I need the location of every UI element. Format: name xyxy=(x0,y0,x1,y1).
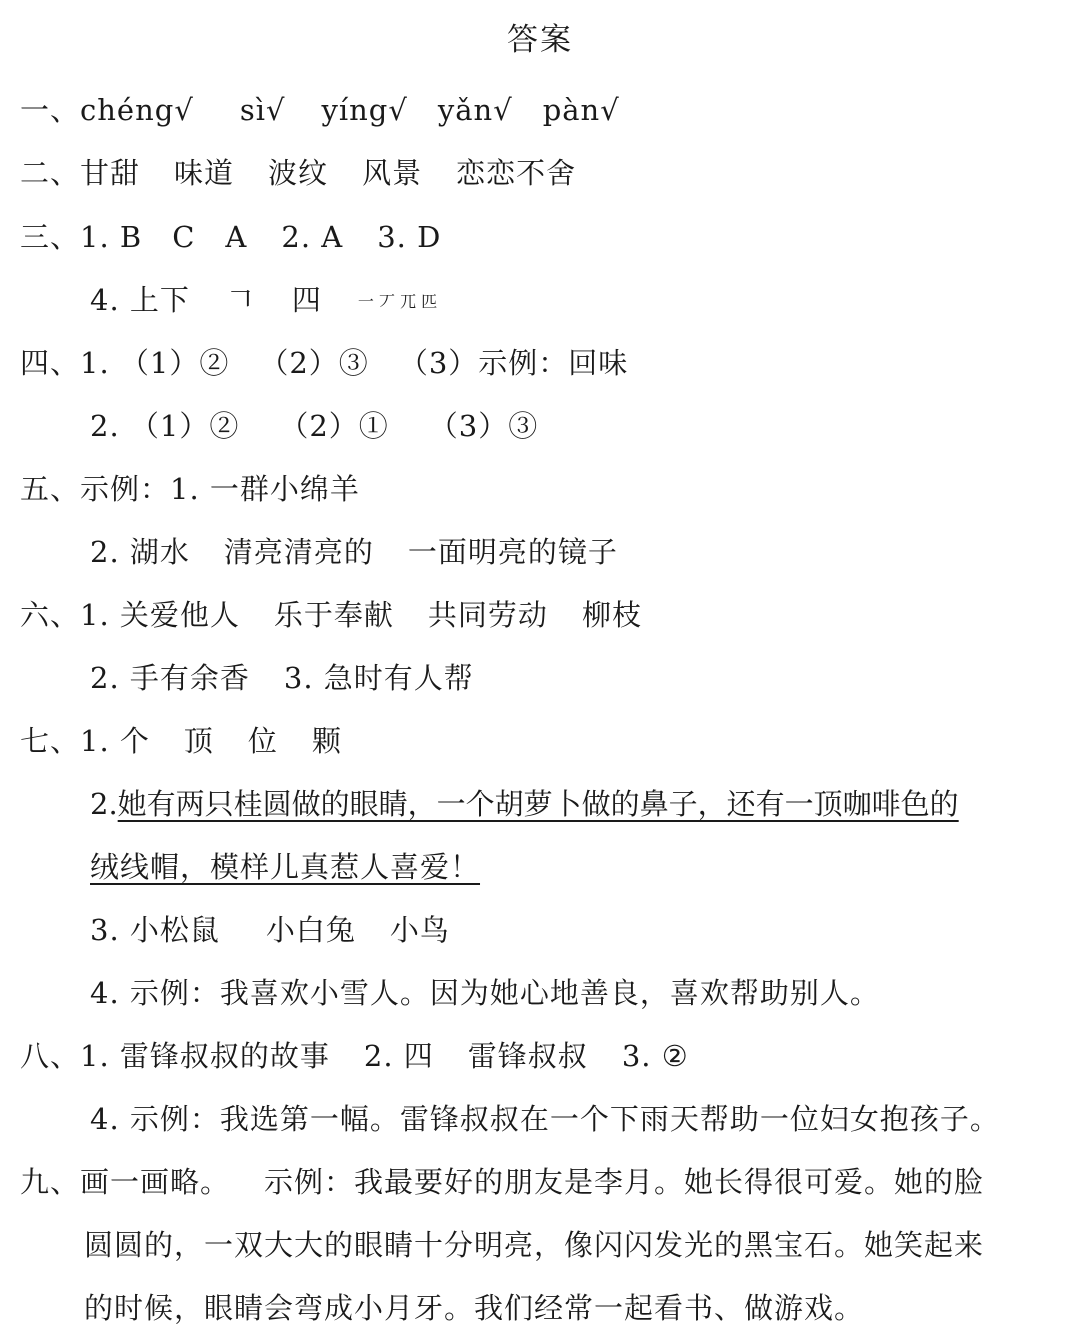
answer-item: yíng√ xyxy=(321,93,408,127)
answer-line-2 xyxy=(20,153,576,193)
answer-item: 甘甜 xyxy=(80,156,141,190)
answer-line-6 xyxy=(20,595,642,635)
answer-item: 一 丆 兀 匹 xyxy=(357,292,438,311)
answer-item: 3. 急时有人帮 xyxy=(283,661,474,695)
section-label: 七、 xyxy=(20,724,81,758)
answer-item: 2. 四 xyxy=(363,1039,434,1073)
answer-item: chéng√ xyxy=(80,93,194,127)
answer-line-7 xyxy=(20,721,342,761)
answer-line-4 xyxy=(20,343,628,383)
answer-item: 2. （1）② xyxy=(90,409,240,443)
answer-line-7b xyxy=(90,784,959,824)
section-label: 五、 xyxy=(20,472,81,506)
answer-item: 顶 xyxy=(183,724,214,758)
answer-line-9 xyxy=(20,1162,984,1202)
answer-item: 恋恋不舍 xyxy=(456,156,577,190)
answer-item: （2）① xyxy=(279,409,389,443)
answer-item: 2. 湖水 xyxy=(90,535,190,569)
answer-item: 示例：我最要好的朋友是李月。她长得很可爱。她的脸 xyxy=(264,1165,985,1199)
section-label: 三、 xyxy=(20,220,81,254)
answer-item: 风景 xyxy=(362,156,423,190)
section-label: 一、 xyxy=(20,93,81,127)
answer-line-9c xyxy=(84,1288,864,1328)
answer-item: 小白兔 xyxy=(265,913,356,947)
answer-line-3 xyxy=(20,217,441,257)
answer-item: yǎn√ xyxy=(437,93,513,127)
answer-item: 4. 示例：我喜欢小雪人。因为她心地善良，喜欢帮助别人。 xyxy=(90,976,880,1010)
answer-item: 的时候，眼睛会弯成小月牙。我们经常一起看书、做游戏。 xyxy=(84,1291,865,1325)
answer-item: 四 xyxy=(291,283,322,317)
section-label: 六、 xyxy=(20,598,81,632)
section-label: 四、 xyxy=(20,346,81,380)
page-title: 答案 xyxy=(507,22,573,58)
answer-item: 位 xyxy=(247,724,278,758)
answer-line-7e xyxy=(90,973,880,1013)
answer-item: 雷锋叔叔 xyxy=(467,1039,588,1073)
answer-line-1 xyxy=(20,90,620,130)
answer-line-9b xyxy=(84,1225,984,1265)
answer-item: 味道 xyxy=(174,156,235,190)
answer-item: （2）③ xyxy=(259,346,369,380)
answer-item: A xyxy=(225,220,248,254)
answer-item: 圆圆的，一双大大的眼睛十分明亮，像闪闪发光的黑宝石。她笑起来 xyxy=(84,1228,985,1262)
answer-item: 4. 上下 xyxy=(90,283,190,317)
answer-line-4b xyxy=(90,406,538,446)
answer-line-6b xyxy=(90,658,474,698)
answer-item: 3. 小松鼠 xyxy=(90,913,220,947)
answer-item: 颗 xyxy=(311,724,342,758)
answer-item: 一面明亮的镜子 xyxy=(407,535,618,569)
answer-item: 清亮清亮的 xyxy=(223,535,374,569)
answer-item: 4. 示例：我选第一幅。雷锋叔叔在一个下雨天帮助一位妇女抱孩子。 xyxy=(90,1102,1000,1136)
answer-item: 1. B xyxy=(80,220,143,254)
section-label: 八、 xyxy=(20,1039,81,1073)
answer-item: 画一画略。 xyxy=(80,1165,231,1199)
answer-line-7c xyxy=(90,847,480,887)
answer-item: 小鸟 xyxy=(389,913,450,947)
answer-item: C xyxy=(172,220,196,254)
underlined-sentence: 她有两只桂圆做的眼睛，一个胡萝卜做的鼻子，还有一顶咖啡色的 xyxy=(117,787,959,821)
underlined-sentence: 绒线帽，模样儿真惹人喜爱！ xyxy=(90,850,481,884)
section-label: 九、 xyxy=(20,1165,81,1199)
answer-item: 2. xyxy=(90,787,118,821)
answer-item: 1. 关爱他人 xyxy=(80,598,240,632)
answer-line-5 xyxy=(20,469,360,509)
answer-item: （3）示例：回味 xyxy=(398,346,629,380)
answer-item: 2. A xyxy=(281,220,344,254)
answer-line-8b xyxy=(90,1099,1000,1139)
answer-line-5b xyxy=(90,532,618,572)
answer-item: 波纹 xyxy=(268,156,329,190)
answer-item: 示例：1. 一群小绵羊 xyxy=(80,472,360,506)
answer-item: 柳枝 xyxy=(581,598,642,632)
answer-line-7d xyxy=(90,910,450,950)
answer-item: 1. （1）② xyxy=(80,346,230,380)
answer-item: 1. 雷锋叔叔的故事 xyxy=(80,1039,330,1073)
answer-item: pàn√ xyxy=(542,93,620,127)
answer-item: 共同劳动 xyxy=(427,598,548,632)
answer-line-8 xyxy=(20,1036,689,1076)
answer-item: 3. ② xyxy=(621,1039,689,1073)
section-label: 二、 xyxy=(20,156,81,190)
answer-item: 乐于奉献 xyxy=(273,598,394,632)
answer-item: 𠃍 xyxy=(225,283,256,317)
answer-line-3b xyxy=(90,280,437,320)
answer-item: sì√ xyxy=(239,93,286,127)
answer-item: 1. 个 xyxy=(80,724,150,758)
answer-item: 3. D xyxy=(377,220,442,254)
answer-item: 2. 手有余香 xyxy=(90,661,250,695)
answer-item: （3）③ xyxy=(428,409,539,443)
